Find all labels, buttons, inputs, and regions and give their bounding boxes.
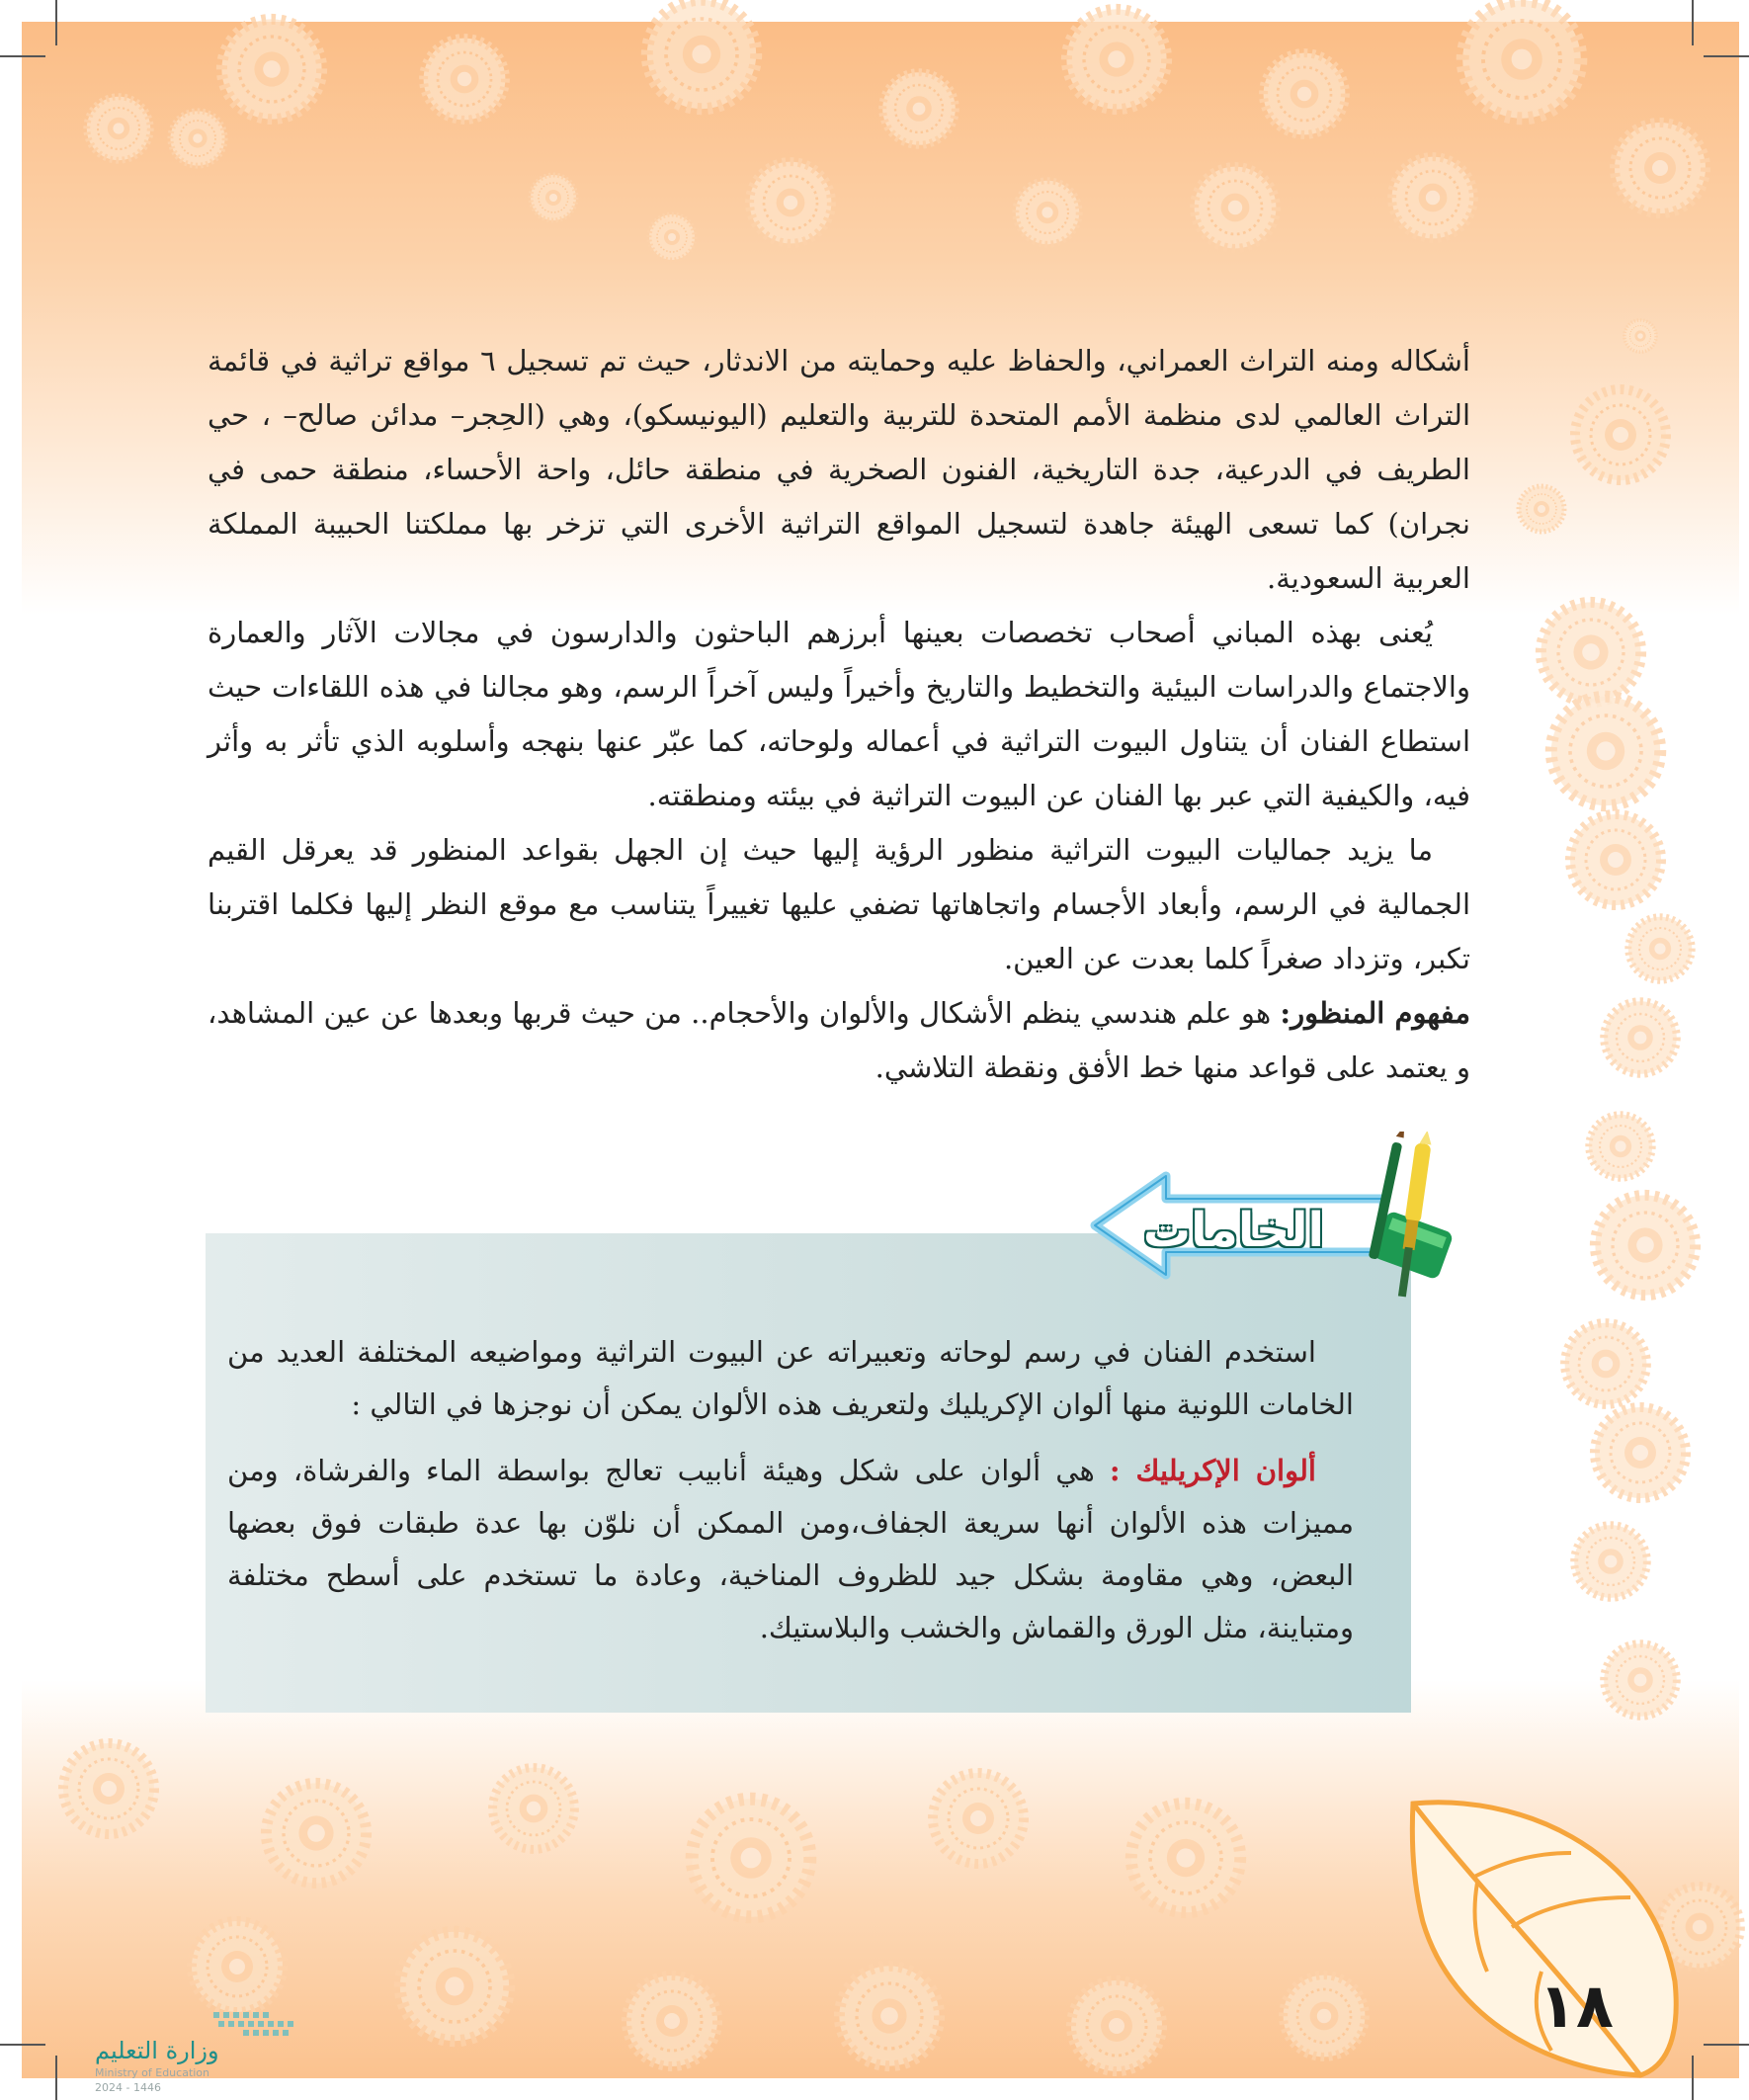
crop-mark — [55, 0, 57, 45]
acrylic-paragraph — [227, 1445, 1354, 1654]
definition-term: مفهوم المنظور: — [1280, 996, 1470, 1030]
paragraph-perspective: ما يزيد جماليات البيوت التراثية منظور الرؤية إليها حيث إن الجهل بقواعد المنظور قد يعرقل القيم الجمالية في الرسم، وأبعاد الأجسام واتجاهاتها تضفي عليها تغييراً يتناسب مع موقع النظر إليها فكلما اقتربنا تكبر، وتزداد صغراً كلما بعدت عن العين. — [208, 833, 1470, 975]
crop-mark — [1704, 2044, 1749, 2046]
acrylic-term: ألوان الإكريليك : — [1109, 1454, 1316, 1487]
crop-mark — [1704, 55, 1749, 57]
logo-english-text: Ministry of Education — [95, 2066, 210, 2079]
main-body-text — [208, 334, 1470, 1095]
acrylic-text: هي ألوان على شكل وهيئة أنابيب تعالج بواسطة الماء والفرشاة، ومن مميزات هذه الألوان أنها سريعة الجفاف،ومن الممكن أن نلوّن بها عدة طبقات فوق بعضها البعض، وهي مقاومة بشكل جيد للظروف المناخية، وعادة ما تستخدم على أسطح مختلفة ومتباينة، مثل الورق والقماش والخشب والبلاستيك. — [227, 1454, 1354, 1644]
crop-mark — [1692, 2056, 1694, 2100]
paragraph-specialists: يُعنى بهذه المباني أصحاب تخصصات بعينها أبرزهم الباحثون والدارسون في مجالات الآثار والعمارة والاجتماع والدراسات البيئية والتخطيط والتاريخ وأخيراً وليس آخراً الرسم، وهو مجالنا في هذه اللقاءات حيث استطاع الفنان أن يتناول البيوت التراثية في أعماله ولوحاته، كما عبّر عنها بنهجه وأسلوبه الذي تأثر به وأثر فيه، والكيفية التي عبر بها الفنان عن البيوت التراثية في بيئته ومنطقته. — [208, 616, 1470, 812]
paragraph-definition — [208, 986, 1470, 1095]
right-flowers — [1541, 602, 1695, 1716]
crop-mark — [0, 2044, 45, 2046]
materials-intro: استخدم الفنان في رسم لوحاته وتعبيراته عن البيوت التراثية ومواضيعه المختلفة العديد من الخامات اللونية منها ألوان الإكريليك ولتعريف هذه الألوان يمكن أن نوجزها في التالي : — [227, 1335, 1354, 1421]
banner-label: الخامات — [1142, 1203, 1324, 1258]
materials-text — [227, 1326, 1354, 1654]
logo-arabic-text: وزارة التعليم — [95, 2037, 219, 2064]
paragraph-heritage-sites: أشكاله ومنه التراث العمراني، والحفاظ عليه وحمايته من الاندثار، حيث تم تسجيل ٦ مواقع تراثية في قائمة التراث العالمي لدى منظمة الأمم المتحدة للتربية والتعليم (اليونيسكو)، وهي (الحِجر– مدائن صالح– ، حي الطريف في الدرعية، جدة التاريخية، الفنون الصخرية في منطقة حائل، واحة الأحساء، منطقة حمى في نجران) كما تسعى الهيئة جاهدة لتسجيل المواقع التراثية الأخرى التي تزخر بها مملكتنا الحبيبة المملكة العربية السعودية. — [208, 344, 1470, 595]
crop-mark — [0, 55, 45, 57]
logo-year-text: 2024 - 1446 — [95, 2081, 161, 2094]
definition-text: هو علم هندسي ينظم الأشكال والألوان والأحجام.. من حيث قربها وبعدها عن عين المشاهد، و يعتمد على قواعد منها خط الأفق ونقطة التلاشي. — [208, 996, 1470, 1084]
crop-mark — [1692, 0, 1694, 45]
brush-icon — [1369, 1132, 1455, 1297]
page-number: ١٨ — [1539, 1970, 1614, 2042]
crop-mark — [55, 2056, 57, 2100]
